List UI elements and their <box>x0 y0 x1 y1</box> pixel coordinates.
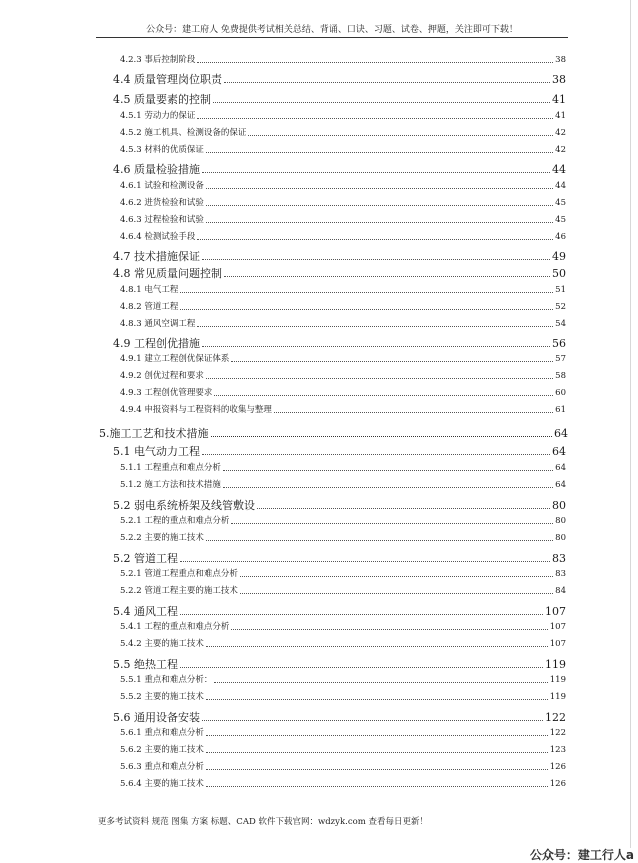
toc-entry-title: 5.6.4 主要的施工技术 <box>120 779 204 789</box>
toc-entry-page: 80 <box>552 499 566 512</box>
toc-entry-title: 5.1.1 工程重点和难点分析 <box>120 463 221 473</box>
toc-entry-page: 64 <box>555 480 566 490</box>
toc-entry-page: 44 <box>555 181 566 191</box>
watermark: 公众号：建工行人a <box>529 848 634 862</box>
dot-leader <box>231 523 553 524</box>
toc-entry-title: 4.5.3 材料的优质保证 <box>120 145 204 155</box>
toc-entry-title: 4.5.1 劳动力的保证 <box>120 111 196 121</box>
dot-leader <box>206 786 548 787</box>
toc-entry-page: 45 <box>555 198 566 208</box>
toc-entry[interactable] <box>113 338 566 349</box>
toc-entry-title: 5.4.2 主要的施工技术 <box>120 639 204 649</box>
toc-entry[interactable] <box>120 389 566 398</box>
toc-entry-title: 5.1 电气动力工程 <box>113 445 200 458</box>
toc-entry[interactable] <box>120 146 566 155</box>
toc-entry-page: 119 <box>545 658 566 671</box>
toc-entry-title: 5.6.3 重点和难点分析 <box>120 762 204 772</box>
toc-entry-title: 5.2 管道工程 <box>113 552 178 565</box>
toc-entry-page: 83 <box>555 569 566 579</box>
toc-entry[interactable] <box>120 112 566 121</box>
toc-entry-page: 83 <box>552 552 566 565</box>
dot-leader <box>206 752 548 753</box>
dot-leader <box>180 561 550 562</box>
toc-entry[interactable] <box>120 320 566 329</box>
toc-entry-page: 50 <box>552 267 566 280</box>
toc-entry-title: 4.8 常见质量问题控制 <box>113 267 222 280</box>
toc-entry-title: 4.5 质量要素的控制 <box>113 93 211 106</box>
toc-entry-page: 80 <box>555 516 566 526</box>
toc-entry-page: 119 <box>549 692 566 702</box>
toc-entry-page: 122 <box>545 711 566 724</box>
toc-entry-page: 58 <box>555 371 566 381</box>
toc-entry[interactable] <box>120 233 566 242</box>
dot-leader <box>197 326 553 327</box>
toc-entry-page: 44 <box>552 163 566 176</box>
dot-leader <box>202 720 543 721</box>
dot-leader <box>206 205 553 206</box>
toc-entry-page: 126 <box>549 779 566 789</box>
toc-entry[interactable] <box>120 406 566 415</box>
toc-entry-page: 57 <box>555 354 566 364</box>
toc-entry-page: 126 <box>549 762 566 772</box>
toc-entry[interactable] <box>120 763 566 772</box>
toc-entry-page: 42 <box>555 128 566 138</box>
dot-leader <box>206 222 553 223</box>
toc-entry-page: 46 <box>555 232 566 242</box>
document-page <box>6 0 631 848</box>
toc-entry-title: 5.5 绝热工程 <box>113 658 178 671</box>
toc-entry[interactable] <box>120 199 566 208</box>
toc-entry-title: 4.4 质量管理岗位职责 <box>113 73 222 86</box>
dot-leader <box>180 614 543 615</box>
toc-entry-page: 38 <box>555 55 566 65</box>
toc-entry-page: 64 <box>555 463 566 473</box>
toc-entry[interactable] <box>120 56 566 65</box>
toc-entry-title: 4.8.3 通风空调工程 <box>120 319 196 329</box>
toc-entry[interactable] <box>113 553 566 564</box>
toc-entry-page: 56 <box>552 337 566 350</box>
header-rule <box>96 37 568 38</box>
dot-leader <box>223 470 553 471</box>
toc-entry[interactable] <box>120 372 566 381</box>
toc-entry[interactable] <box>113 94 566 105</box>
toc-entry-title: 5.施工工艺和技术措施 <box>99 427 209 440</box>
dot-leader <box>180 292 553 293</box>
dot-leader <box>240 593 553 594</box>
dot-leader <box>214 395 553 396</box>
toc-entry[interactable] <box>120 780 566 789</box>
toc-entry[interactable] <box>120 570 566 579</box>
toc-entry[interactable] <box>120 286 566 295</box>
toc-entry-page: 64 <box>552 445 566 458</box>
toc-entry-title: 4.5.2 施工机具、检测设备的保证 <box>120 128 247 138</box>
toc-entry-title: 4.6.3 过程检验和试验 <box>120 215 204 225</box>
toc-entry[interactable] <box>113 606 566 617</box>
dot-leader <box>202 172 550 173</box>
toc-entry-title: 5.4 通风工程 <box>113 605 178 618</box>
toc-entry[interactable] <box>120 693 566 702</box>
toc-entry[interactable] <box>120 729 566 738</box>
toc-entry-title: 4.6.1 试验和检测设备 <box>120 181 204 191</box>
toc-entry[interactable] <box>120 587 566 596</box>
toc-entry[interactable] <box>113 268 566 279</box>
toc-entry[interactable] <box>120 303 566 312</box>
toc-entry-page: 51 <box>555 285 566 295</box>
dot-leader <box>274 412 553 413</box>
dot-leader <box>231 629 547 630</box>
toc-entry-page: 84 <box>555 586 566 596</box>
toc-entry-page: 41 <box>552 93 566 106</box>
dot-leader <box>231 361 553 362</box>
dot-leader <box>224 276 550 277</box>
toc-entry-title: 5.2.2 主要的施工技术 <box>120 533 204 543</box>
toc-entry[interactable] <box>120 216 566 225</box>
dot-leader <box>211 436 553 437</box>
toc-entry-page: 119 <box>549 675 566 685</box>
toc-entry-title: 4.8.2 管道工程 <box>120 302 179 312</box>
toc-entry-title: 4.7 技术措施保证 <box>113 250 200 263</box>
toc-entry[interactable] <box>120 517 566 526</box>
toc-entry[interactable] <box>120 746 566 755</box>
dot-leader <box>202 259 550 260</box>
toc-entry-title: 4.9.3 工程创优管理要求 <box>120 388 213 398</box>
toc-entry-page: 107 <box>549 622 566 632</box>
toc-entry-title: 4.8.1 电气工程 <box>120 285 179 295</box>
page-header: 公众号：建工府人 免费提供考试相关总结、背诵、口诀、习题、试卷、押题，关注即可下载！ <box>146 25 518 35</box>
toc-entry[interactable] <box>120 623 566 632</box>
toc-entry-page: 107 <box>545 605 566 618</box>
dot-leader <box>206 735 548 736</box>
toc-entry[interactable] <box>120 129 566 138</box>
toc-entry-title: 5.4.1 工程的重点和难点分析 <box>120 622 230 632</box>
dot-leader <box>248 135 553 136</box>
toc-entry-title: 4.6.2 进货检验和试验 <box>120 198 204 208</box>
toc-entry[interactable] <box>113 500 566 511</box>
toc-entry[interactable] <box>120 640 566 649</box>
toc-entry[interactable] <box>120 355 566 364</box>
dot-leader <box>206 769 548 770</box>
toc-entry-title: 5.2 弱电系统桥架及线管敷设 <box>113 499 255 512</box>
dot-leader <box>197 239 553 240</box>
toc-entry-title: 5.6.1 重点和难点分析 <box>120 728 204 738</box>
toc-entry[interactable] <box>120 464 566 473</box>
toc-entry[interactable] <box>120 182 566 191</box>
dot-leader <box>214 682 547 683</box>
dot-leader <box>257 508 550 509</box>
toc-entry-title: 5.2.1 管道工程重点和难点分析 <box>120 569 238 579</box>
toc-entry-page: 54 <box>555 319 566 329</box>
toc-entry-page: 80 <box>555 533 566 543</box>
page-footer: 更多考试资料 规范 图集 方案 标题、CAD 软件下载官网：wdzyk.com 查看每日更新！ <box>98 817 428 827</box>
toc-entry[interactable] <box>113 712 566 723</box>
toc-entry-title: 4.6.4 检测试验手段 <box>120 232 196 242</box>
dot-leader <box>213 102 550 103</box>
toc-entry[interactable] <box>113 659 566 670</box>
toc-entry-page: 45 <box>555 215 566 225</box>
toc-entry-title: 5.5.2 主要的施工技术 <box>120 692 204 702</box>
dot-leader <box>197 62 553 63</box>
dot-leader <box>206 378 553 379</box>
toc-entry-title: 4.9 工程创优措施 <box>113 337 200 350</box>
toc-entry-page: 49 <box>552 250 566 263</box>
dot-leader <box>223 487 553 488</box>
toc-entry[interactable] <box>113 446 566 457</box>
toc-entry[interactable] <box>120 481 566 490</box>
dot-leader <box>180 667 543 668</box>
dot-leader <box>224 82 550 83</box>
toc-entry-title: 4.9.4 申报资料与工程资料的收集与整理 <box>120 405 272 415</box>
toc-entry-page: 64 <box>554 427 568 440</box>
toc-entry-page: 38 <box>552 73 566 86</box>
toc-entry-title: 4.9.1 建立工程创优保证体系 <box>120 354 230 364</box>
toc-entry-title: 5.6 通用设备安装 <box>113 711 200 724</box>
toc-entry-page: 61 <box>555 405 566 415</box>
toc-entry[interactable] <box>120 676 566 685</box>
toc-entry[interactable] <box>99 428 568 439</box>
toc-entry[interactable] <box>113 74 566 85</box>
dot-leader <box>202 346 550 347</box>
toc-entry[interactable] <box>120 534 566 543</box>
toc-entry-page: 42 <box>555 145 566 155</box>
toc-entry-title: 5.2.2 管道工程主要的施工技术 <box>120 586 238 596</box>
toc-entry-title: 5.6.2 主要的施工技术 <box>120 745 204 755</box>
toc-entry-title: 4.9.2 创优过程和要求 <box>120 371 204 381</box>
toc-entry-title: 4.2.3 事后控制阶段 <box>120 55 196 65</box>
toc-entry[interactable] <box>113 251 566 262</box>
dot-leader <box>206 152 553 153</box>
toc-entry-title: 5.2.1 工程的重点和难点分析 <box>120 516 230 526</box>
toc-entry[interactable] <box>113 164 566 175</box>
dot-leader <box>180 309 553 310</box>
dot-leader <box>197 118 553 119</box>
dot-leader <box>240 576 553 577</box>
toc-entry-page: 60 <box>555 388 566 398</box>
toc-entry-title: 5.5.1 重点和难点分析： <box>120 675 213 685</box>
toc-entry-page: 123 <box>549 745 566 755</box>
dot-leader <box>206 699 548 700</box>
toc-entry-title: 4.6 质量检验措施 <box>113 163 200 176</box>
dot-leader <box>206 540 553 541</box>
toc-entry-title: 5.1.2 施工方法和技术措施 <box>120 480 221 490</box>
toc-entry-page: 41 <box>555 111 566 121</box>
toc-entry-page: 107 <box>549 639 566 649</box>
dot-leader <box>206 188 553 189</box>
dot-leader <box>206 646 548 647</box>
toc-entry-page: 52 <box>555 302 566 312</box>
toc-entry-page: 122 <box>549 728 566 738</box>
dot-leader <box>202 454 550 455</box>
